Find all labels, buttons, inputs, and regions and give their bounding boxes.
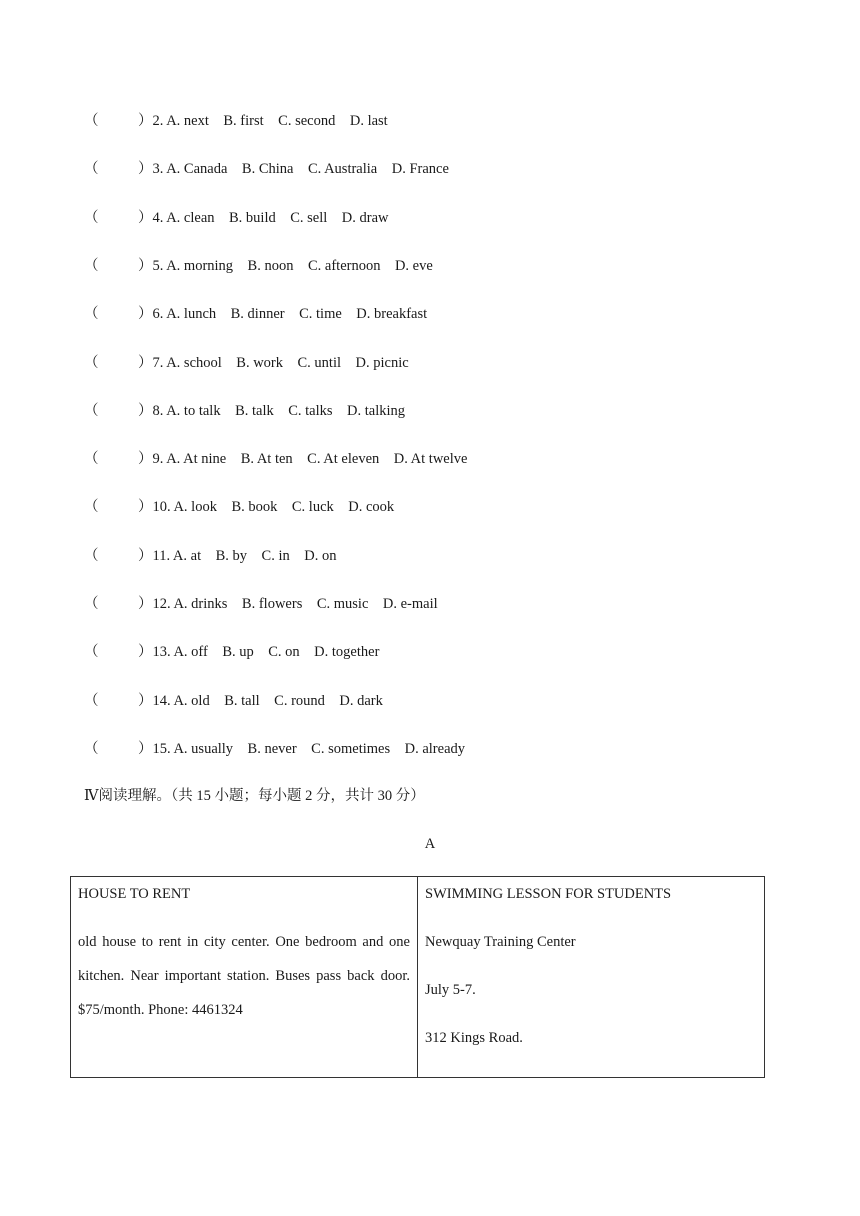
answer-blank[interactable]: （ xyxy=(84,403,99,419)
ad-body: old house to rent in city center. One bedroom and one kitchen. Near important station. Buses pass back door. $75/month. Phone: 4461324 xyxy=(78,934,410,1018)
answer-blank-close: ） xyxy=(138,306,153,322)
question-row xyxy=(84,354,409,372)
answer-blank[interactable]: （ xyxy=(84,161,99,177)
answer-blank[interactable]: （ xyxy=(84,693,99,709)
question-options: A. look B. book C. luck D. cook xyxy=(173,499,395,515)
passage-label: A xyxy=(424,836,436,852)
question-number: 5. xyxy=(152,258,167,274)
answer-blank[interactable]: （ xyxy=(84,210,99,226)
answer-blank-close: ） xyxy=(138,258,153,274)
answer-blank[interactable]: （ xyxy=(84,258,99,274)
question-options: A. at B. by C. in D. on xyxy=(172,548,337,564)
question-number: 7. xyxy=(152,355,167,371)
section-heading: Ⅳ阅读理解。（共 15 小题；每小题 2 分，共计 30 分） xyxy=(84,788,425,804)
question-row xyxy=(84,305,427,323)
question-options: A. off B. up C. on D. together xyxy=(173,644,380,660)
answer-blank-close: ） xyxy=(138,499,153,515)
answer-blank[interactable]: （ xyxy=(84,499,99,515)
question-options: A. Canada B. China C. Australia D. France xyxy=(166,161,449,177)
question-number: 2. xyxy=(152,113,167,129)
question-number: 12. xyxy=(152,596,174,612)
question-row xyxy=(84,450,467,468)
answer-blank[interactable]: （ xyxy=(84,741,99,757)
answer-blank-close: ） xyxy=(138,161,153,177)
question-row xyxy=(84,209,389,227)
answer-blank[interactable]: （ xyxy=(84,306,99,322)
answer-blank[interactable]: （ xyxy=(84,355,99,371)
question-options: A. school B. work C. until D. picnic xyxy=(166,355,409,371)
ad-title: SWIMMING LESSON FOR STUDENTS xyxy=(425,886,672,902)
answer-blank-close: ） xyxy=(138,644,153,660)
ad-swimming-lesson xyxy=(418,877,765,1078)
ad-address: 312 Kings Road. xyxy=(425,1030,523,1046)
question-options: A. drinks B. flowers C. music D. e-mail xyxy=(173,596,438,612)
question-number: 10. xyxy=(152,499,174,515)
question-number: 13. xyxy=(152,644,174,660)
question-row xyxy=(84,160,449,178)
question-options: A. lunch B. dinner C. time D. breakfast xyxy=(166,306,428,322)
question-row xyxy=(84,643,379,661)
ads-table xyxy=(70,876,765,1078)
answer-blank-close: ） xyxy=(138,451,153,467)
question-number: 15. xyxy=(152,741,174,757)
question-number: 3. xyxy=(152,161,167,177)
answer-blank-close: ） xyxy=(138,403,153,419)
question-number: 4. xyxy=(152,210,167,226)
question-number: 14. xyxy=(152,693,174,709)
answer-blank[interactable]: （ xyxy=(84,113,99,129)
question-options: A. old B. tall C. round D. dark xyxy=(173,693,383,709)
question-number: 8. xyxy=(152,403,167,419)
answer-blank[interactable]: （ xyxy=(84,548,99,564)
answer-blank-close: ） xyxy=(138,355,153,371)
question-options: A. next B. first C. second D. last xyxy=(166,113,388,129)
question-number: 9. xyxy=(152,451,167,467)
ad-house-to-rent xyxy=(71,877,418,1078)
question-row xyxy=(84,692,383,710)
question-options: A. morning B. noon C. afternoon D. eve xyxy=(166,258,433,274)
question-row xyxy=(84,402,405,420)
question-number: 11. xyxy=(152,548,173,564)
question-options: A. clean B. build C. sell D. draw xyxy=(166,210,389,226)
answer-blank-close: ） xyxy=(138,741,153,757)
question-row xyxy=(84,740,465,758)
ad-location: Newquay Training Center xyxy=(425,934,576,950)
question-row xyxy=(84,257,433,275)
answer-blank-close: ） xyxy=(138,693,153,709)
answer-blank[interactable]: （ xyxy=(84,644,99,660)
answer-blank-close: ） xyxy=(138,113,153,129)
ad-date: July 5-7. xyxy=(425,982,476,998)
question-options: A. usually B. never C. sometimes D. already xyxy=(173,741,466,757)
question-row xyxy=(84,498,394,516)
question-row xyxy=(84,595,438,613)
answer-blank[interactable]: （ xyxy=(84,596,99,612)
answer-blank[interactable]: （ xyxy=(84,451,99,467)
ad-title: HOUSE TO RENT xyxy=(78,886,191,902)
answer-blank-close: ） xyxy=(138,548,153,564)
question-row xyxy=(84,547,336,565)
answer-blank-close: ） xyxy=(138,596,153,612)
answer-blank-close: ） xyxy=(138,210,153,226)
question-options: A. to talk B. talk C. talks D. talking xyxy=(166,403,406,419)
question-options: A. At nine B. At ten C. At eleven D. At twelve xyxy=(166,451,468,467)
question-number: 6. xyxy=(152,306,167,322)
question-row xyxy=(84,112,388,130)
